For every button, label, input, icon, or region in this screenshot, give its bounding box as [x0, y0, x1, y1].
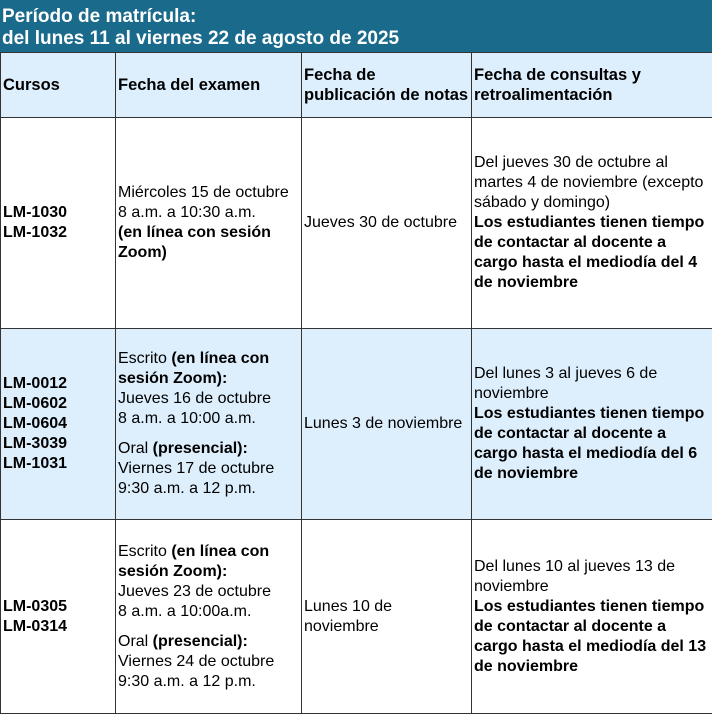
written-time: 8 a.m. a 10:00 a.m. — [118, 409, 299, 429]
consultation-note: Los estudiantes tienen tiempo de contactar al docente a cargo hasta el mediodía del 13 de noviembre — [474, 597, 710, 677]
written-modality: (en línea con sesión Zoom): — [118, 350, 269, 387]
exam-date-cell — [116, 520, 302, 714]
written-date: Jueves 23 de octubre — [118, 582, 299, 602]
banner-line-1: Período de matrícula: — [2, 6, 712, 28]
table-row — [1, 118, 712, 329]
consultation-cell — [472, 329, 712, 520]
enrollment-period-banner — [0, 0, 712, 52]
oral-time: 9:30 a.m. a 12 p.m. — [118, 479, 299, 499]
grades-date-cell: Lunes 10 de noviembre — [302, 520, 472, 714]
written-label: Escrito — [118, 543, 171, 560]
oral-label: Oral — [118, 440, 153, 457]
exam-date-cell — [116, 329, 302, 520]
consultation-dates: Del jueves 30 de octubre al martes 4 de noviembre (excepto sábado y domingo) — [474, 153, 710, 213]
spacer — [118, 622, 299, 632]
consultation-dates: Del lunes 10 al jueves 13 de noviembre — [474, 557, 710, 597]
written-time: 8 a.m. a 10:00a.m. — [118, 602, 299, 622]
course-code: LM-1030 — [3, 203, 113, 223]
oral-date: Viernes 17 de octubre — [118, 459, 299, 479]
course-code: LM-1032 — [3, 223, 113, 243]
oral-modality: (presencial): — [153, 633, 248, 650]
course-code: LM-0305 — [3, 597, 113, 617]
header-fecha-notas: Fecha de publicación de notas — [302, 53, 472, 118]
table-row — [1, 520, 712, 714]
spacer — [118, 429, 299, 439]
header-fecha-examen: Fecha del examen — [116, 53, 302, 118]
course-code: LM-0604 — [3, 414, 113, 434]
written-date: Jueves 16 de octubre — [118, 389, 299, 409]
table-row — [1, 329, 712, 520]
grades-date-cell: Lunes 3 de noviembre — [302, 329, 472, 520]
consultation-note: Los estudiantes tienen tiempo de contactar al docente a cargo hasta el mediodía del 6 de noviembre — [474, 404, 710, 484]
consultation-dates: Del lunes 3 al jueves 6 de noviembre — [474, 364, 710, 404]
course-codes-cell — [1, 520, 116, 714]
table-header-row — [1, 53, 712, 118]
oral-date: Viernes 24 de octubre — [118, 652, 299, 672]
exam-schedule-table — [0, 52, 712, 714]
consultation-cell — [472, 118, 712, 329]
course-code: LM-0012 — [3, 374, 113, 394]
course-codes-cell — [1, 118, 116, 329]
banner-line-2: del lunes 11 al viernes 22 de agosto de 2025 — [2, 28, 712, 50]
exam-modality: (en línea con sesión Zoom) — [118, 223, 299, 263]
exam-date: Miércoles 15 de octubre — [118, 183, 299, 203]
exam-time: 8 a.m. a 10:30 a.m. — [118, 203, 299, 223]
consultation-note: Los estudiantes tienen tiempo de contactar al docente a cargo hasta el mediodía del 4 de noviembre — [474, 213, 710, 293]
header-fecha-consultas: Fecha de consultas y retroalimentación — [472, 53, 712, 118]
course-code: LM-0602 — [3, 394, 113, 414]
oral-label: Oral — [118, 633, 153, 650]
course-code: LM-3039 — [3, 434, 113, 454]
course-code: LM-0314 — [3, 617, 113, 637]
exam-date-cell — [116, 118, 302, 329]
header-cursos: Cursos — [1, 53, 116, 118]
written-label: Escrito — [118, 350, 171, 367]
oral-modality: (presencial): — [153, 440, 248, 457]
course-codes-cell — [1, 329, 116, 520]
course-code: LM-1031 — [3, 454, 113, 474]
consultation-cell — [472, 520, 712, 714]
grades-date-cell: Jueves 30 de octubre — [302, 118, 472, 329]
oral-time: 9:30 a.m. a 12 p.m. — [118, 672, 299, 692]
written-modality: (en línea con sesión Zoom): — [118, 543, 269, 580]
